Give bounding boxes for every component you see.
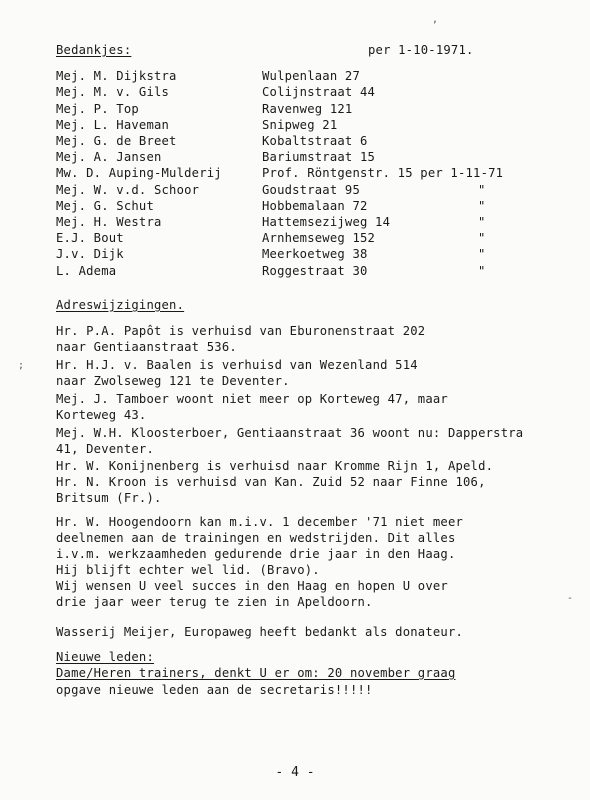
ditto-mark: " bbox=[478, 247, 486, 261]
text-line: Mej. J. Tamboer woont niet meer op Korteweg 47, maar bbox=[56, 392, 448, 406]
bedankje-address: Prof. Röntgenstr. 15 per 1-11-71 bbox=[262, 166, 504, 180]
bedankje-name: Mej. H. Westra bbox=[56, 215, 162, 229]
ditto-mark: " bbox=[478, 264, 486, 278]
text-line: Hr. H.J. v. Baalen is verhuisd van Wezenland 514 bbox=[56, 358, 418, 372]
bedankje-address: Kobaltstraat 6 bbox=[262, 134, 368, 148]
bedankje-address: Goudstraat 95 bbox=[262, 183, 360, 197]
text-line: drie jaar weer terug te zien in Apeldoorn. bbox=[56, 595, 373, 609]
ditto-mark: " bbox=[478, 231, 486, 245]
ditto-mark: " bbox=[478, 199, 486, 213]
bedankje-address: Ravenweg 121 bbox=[262, 102, 353, 116]
bedankje-address: Roggestraat 30 bbox=[262, 264, 368, 278]
text-line: Dame/Heren trainers, denkt U er om: 20 november graag bbox=[56, 666, 456, 680]
text-line: Hr. N. Kroon is verhuisd van Kan. Zuid 52 naar Finne 106, bbox=[56, 475, 486, 489]
text-line: opgave nieuwe leden aan de secretaris!!!!! bbox=[56, 683, 373, 697]
bedankje-address: Hattemsezijweg 14 bbox=[262, 215, 391, 229]
bedankje-name: Mej. M. Dijkstra bbox=[56, 69, 177, 83]
bedankje-name: Mej. M. v. Gils bbox=[56, 85, 170, 99]
bedankje-name: Mej. W. v.d. Schoor bbox=[56, 183, 200, 197]
text-line: Korteweg 43. bbox=[56, 408, 147, 422]
adreswijzigingen-heading: Adreswijzigingen. bbox=[56, 298, 185, 312]
nieuwe-leden-heading: Nieuwe leden: bbox=[56, 650, 154, 664]
scan-speck: , bbox=[432, 14, 439, 25]
text-line: Britsum (Fr.). bbox=[56, 491, 162, 505]
text-line: 41, Deventer. bbox=[56, 442, 154, 456]
text-line: Mej. W.H. Kloosterboer, Gentiaanstraat 36 woont nu: Dapperstra bbox=[56, 426, 524, 440]
bedankje-name: Mej. G. de Breet bbox=[56, 134, 177, 148]
scan-speck: - bbox=[567, 593, 574, 604]
scan-speck: ; bbox=[18, 360, 25, 371]
text-line: Wij wensen U veel succes in den Haag en hopen U over bbox=[56, 579, 448, 593]
bedankje-address: Snipweg 21 bbox=[262, 118, 338, 132]
text-line: i.v.m. werkzaamheden gedurende drie jaar in den Haag. bbox=[56, 547, 456, 561]
bedankje-name: E.J. Bout bbox=[56, 231, 124, 245]
bedankje-name: Mej. L. Haveman bbox=[56, 118, 170, 132]
text-line: Hr. W. Konijnenberg is verhuisd naar Kromme Rijn 1, Apeld. bbox=[56, 459, 494, 473]
bedankje-name: Mej. G. Schut bbox=[56, 199, 154, 213]
bedankje-name: Mw. D. Auping-Mulderij bbox=[56, 166, 222, 180]
text-line: Hr. P.A. Papôt is verhuisd van Eburonenstraat 202 bbox=[56, 324, 426, 338]
text-line: naar Zwolseweg 121 te Deventer. bbox=[56, 374, 290, 388]
wasserij-line: Wasserij Meijer, Europaweg heeft bedankt als donateur. bbox=[56, 625, 464, 639]
bedankje-address: Hobbemalaan 72 bbox=[262, 199, 368, 213]
ditto-mark: " bbox=[478, 215, 486, 229]
bedankje-address: Arnhemseweg 152 bbox=[262, 231, 376, 245]
bedankje-address: Meerkoetweg 38 bbox=[262, 247, 368, 261]
bedankje-address: Bariumstraat 15 bbox=[262, 150, 376, 164]
bedankje-name: Mej. P. Top bbox=[56, 102, 139, 116]
bedankje-name: J.v. Dijk bbox=[56, 247, 124, 261]
bedankjes-heading: Bedankjes: bbox=[56, 43, 132, 57]
bedankje-address: Wulpenlaan 27 bbox=[262, 69, 360, 83]
bedankje-address: Colijnstraat 44 bbox=[262, 85, 376, 99]
text-line: deelnemen aan de trainingen en wedstrijden. Dit alles bbox=[56, 531, 456, 545]
ditto-mark: " bbox=[478, 183, 486, 197]
page-number: - 4 - bbox=[275, 765, 315, 780]
bedankje-name: L. Adema bbox=[56, 264, 117, 278]
text-line: Hij blijft echter wel lid. (Bravo). bbox=[56, 563, 320, 577]
bedankje-name: Mej. A. Jansen bbox=[56, 150, 162, 164]
text-line: Hr. W. Hoogendoorn kan m.i.v. 1 december '71 niet meer bbox=[56, 515, 464, 529]
text-line: naar Gentiaanstraat 536. bbox=[56, 340, 237, 354]
bedankjes-date: per 1-10-1971. bbox=[368, 43, 474, 57]
